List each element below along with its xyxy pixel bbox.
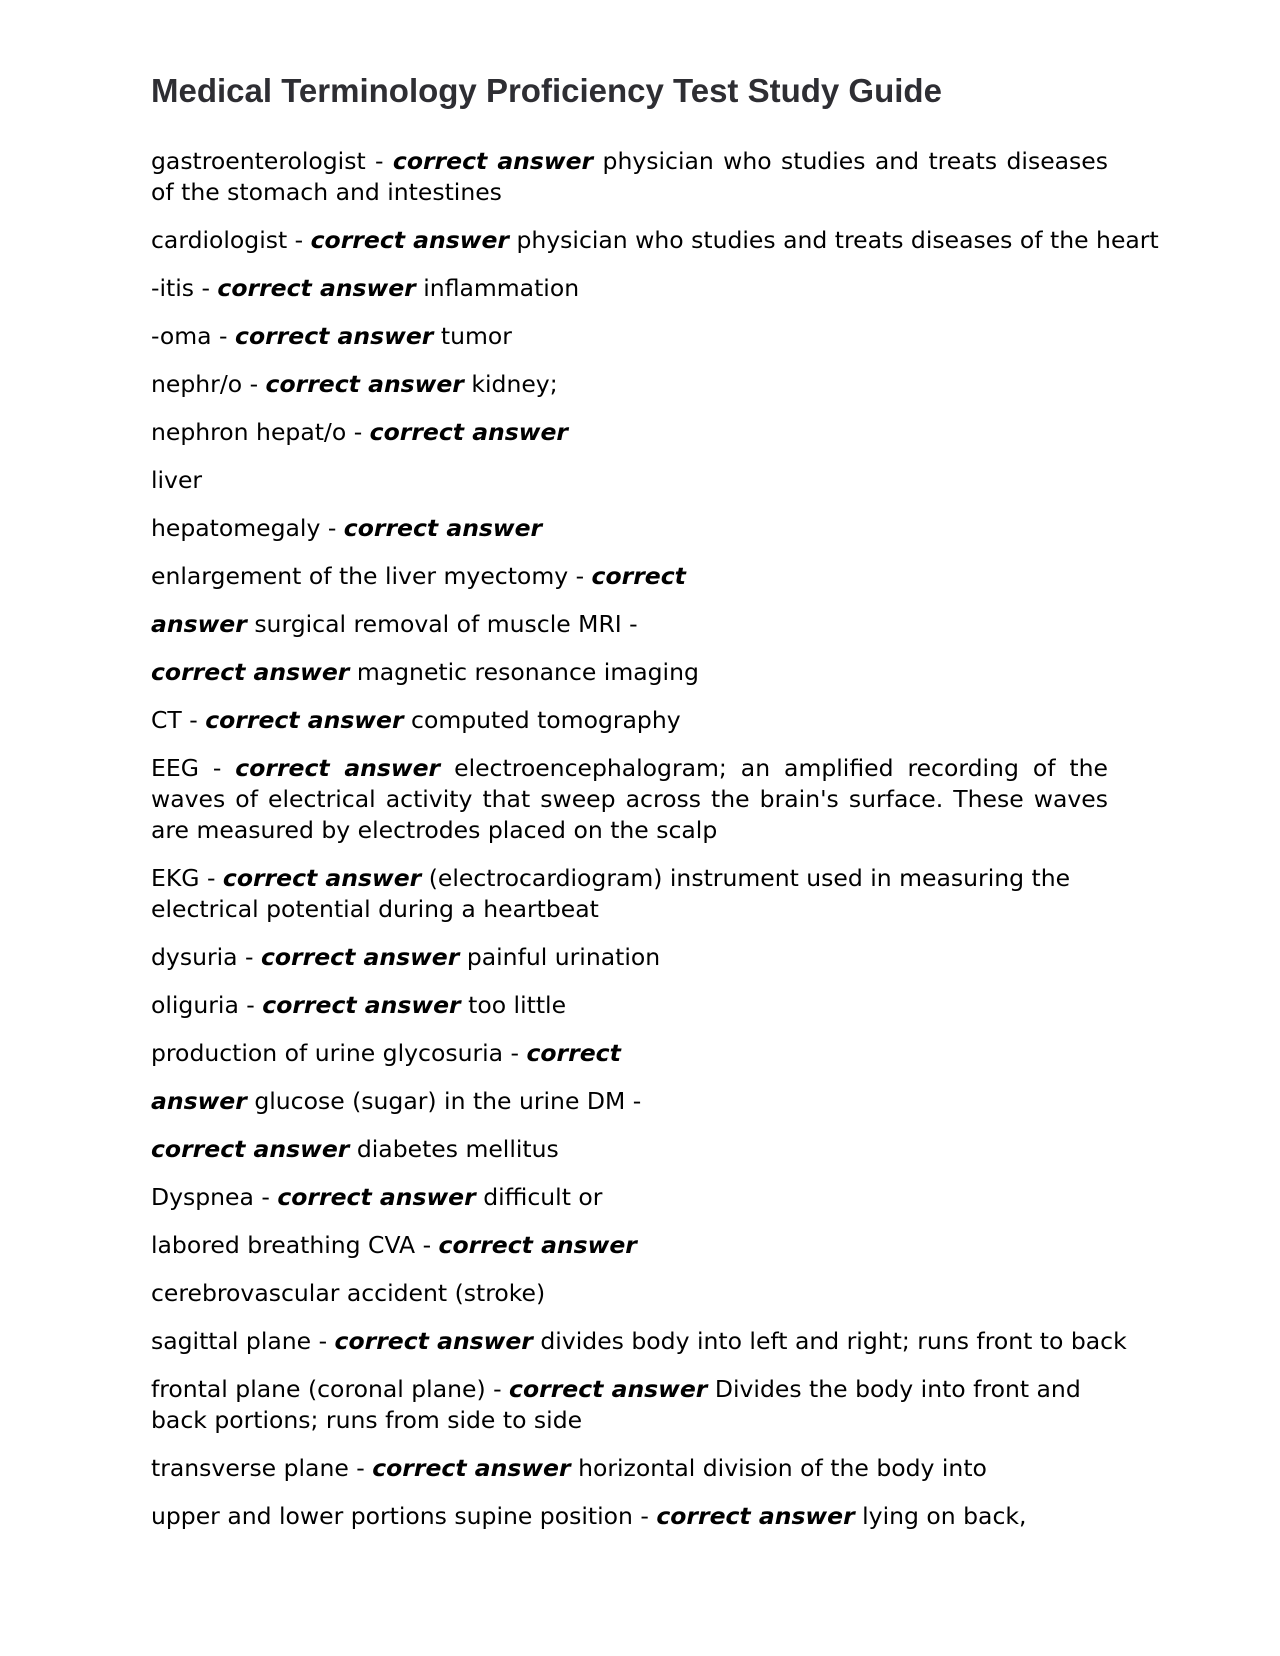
entry-definition: painful urination xyxy=(466,943,661,971)
entry-mri-def xyxy=(151,657,1108,688)
entry-liver xyxy=(151,465,1108,496)
entry-eeg xyxy=(151,753,1108,846)
correct-answer-label: correct answer xyxy=(438,1231,637,1259)
entry-dysuria xyxy=(151,942,1108,973)
entry-definition: (electrocardiogram) instrument used in measuring the electrical potential during a heartbeat xyxy=(151,864,1071,923)
entry-term: EEG - xyxy=(151,754,236,782)
correct-answer-label: correct answer xyxy=(310,226,509,254)
correct-answer-label: answer xyxy=(151,610,247,638)
entry-ekg xyxy=(151,863,1108,925)
entry-term: hepatomegaly - xyxy=(151,514,344,542)
correct-answer-label: correct answer xyxy=(369,418,569,446)
study-guide-entries xyxy=(151,146,1159,1549)
entry-mri xyxy=(151,609,1108,640)
entry-term: liver xyxy=(151,466,203,494)
entry-definition: horizontal division of the body into xyxy=(578,1454,987,1482)
entry-term: -itis - xyxy=(151,274,218,302)
entry-term: enlargement of the liver myectomy - xyxy=(151,562,592,590)
entry-definition: Divides the body into front and back portions; runs from side to side xyxy=(151,1375,1081,1434)
entry-definition: too little xyxy=(468,991,567,1019)
entry-definition: electroencephalogram; an amplified recording of the waves of electrical activity that sweep across the brain's surface. These waves are measured by electrodes placed on the scalp xyxy=(151,754,1108,844)
correct-answer-label: correct answer xyxy=(372,1454,571,1482)
entry-term: Dyspnea - xyxy=(151,1183,278,1211)
correct-answer-label: correct answer xyxy=(222,864,422,892)
entry-supine xyxy=(151,1501,1108,1532)
correct-answer-label: correct answer xyxy=(277,1183,476,1211)
entry-term: oliguria - xyxy=(151,991,263,1019)
entry-gastroenterologist xyxy=(151,146,1108,208)
entry-term: EKG - xyxy=(151,864,223,892)
entry-ct xyxy=(151,705,1108,736)
entry-definition: lying on back, xyxy=(862,1502,1027,1530)
entry-term: CT - xyxy=(151,706,206,734)
entry-definition: physician who studies and treats diseases of the stomach and intestines xyxy=(151,147,1108,206)
correct-answer-label: correct answer xyxy=(217,274,416,302)
entry-sagittal xyxy=(151,1326,1127,1357)
entry-term: labored breathing CVA - xyxy=(151,1231,439,1259)
entry-definition: difficult or xyxy=(483,1183,603,1211)
entry-cardiologist xyxy=(151,225,1159,256)
correct-answer-label: correct answer xyxy=(205,706,404,734)
correct-answer-label: correct answer xyxy=(509,1375,708,1403)
entry-term: production of urine glycosuria - xyxy=(151,1039,527,1067)
entry-oma xyxy=(151,321,1108,352)
entry-definition: diabetes mellitus xyxy=(356,1135,559,1163)
correct-answer-label: correct answer xyxy=(392,147,594,175)
correct-answer-label: correct answer xyxy=(260,943,460,971)
entry-term: nephr/o - xyxy=(151,370,266,398)
entry-term: sagittal plane - xyxy=(151,1327,335,1355)
entry-term: -oma - xyxy=(151,322,236,350)
entry-myectomy xyxy=(151,561,1108,592)
entry-term: nephron hepat/o - xyxy=(151,418,370,446)
correct-answer-label: correct answer xyxy=(151,658,350,686)
entry-definition: surgical removal of muscle MRI - xyxy=(254,610,638,638)
correct-answer-label: correct xyxy=(526,1039,621,1067)
entry-term: frontal plane (coronal plane) - xyxy=(151,1375,510,1403)
entry-definition: kidney; xyxy=(471,370,558,398)
correct-answer-label: correct answer xyxy=(235,754,441,782)
entry-term: cardiologist - xyxy=(151,226,311,254)
entry-hepato xyxy=(151,417,1108,448)
entry-glycosuria xyxy=(151,1038,1108,1069)
entry-frontal xyxy=(151,1374,1108,1436)
entry-definition: magnetic resonance imaging xyxy=(356,658,699,686)
correct-answer-label: correct xyxy=(591,562,686,590)
correct-answer-label: correct answer xyxy=(334,1327,533,1355)
entry-dyspnea xyxy=(151,1182,1108,1213)
entry-definition: computed tomography xyxy=(411,706,681,734)
entry-cva xyxy=(151,1230,1108,1261)
entry-hepatomegaly xyxy=(151,513,1108,544)
correct-answer-label: correct answer xyxy=(656,1502,855,1530)
entry-dm-def xyxy=(151,1134,1108,1165)
entry-definition: inflammation xyxy=(423,274,580,302)
entry-nephro xyxy=(151,369,1108,400)
entry-definition: divides body into left and right; runs front to back xyxy=(540,1327,1127,1355)
entry-dm xyxy=(151,1086,1108,1117)
entry-itis xyxy=(151,273,1108,304)
entry-oliguria xyxy=(151,990,1108,1021)
entry-term: cerebrovascular accident (stroke) xyxy=(151,1279,546,1307)
entry-term: transverse plane - xyxy=(151,1454,373,1482)
entry-term: gastroenterologist - xyxy=(151,147,393,175)
entry-transverse xyxy=(151,1453,1108,1484)
correct-answer-label: correct answer xyxy=(265,370,464,398)
correct-answer-label: correct answer xyxy=(262,991,461,1019)
document-title: Medical Terminology Proficiency Test Study Guide xyxy=(151,72,942,109)
entry-cva-def xyxy=(151,1278,1108,1309)
entry-term: upper and lower portions supine position - xyxy=(151,1502,657,1530)
entry-definition: tumor xyxy=(440,322,512,350)
entry-term: dysuria - xyxy=(151,943,261,971)
correct-answer-label: correct answer xyxy=(151,1135,350,1163)
correct-answer-label: answer xyxy=(151,1087,247,1115)
correct-answer-label: correct answer xyxy=(235,322,434,350)
correct-answer-label: correct answer xyxy=(343,514,543,542)
entry-definition: glucose (sugar) in the urine DM - xyxy=(254,1087,642,1115)
entry-definition: physician who studies and treats diseases of the heart xyxy=(516,226,1159,254)
